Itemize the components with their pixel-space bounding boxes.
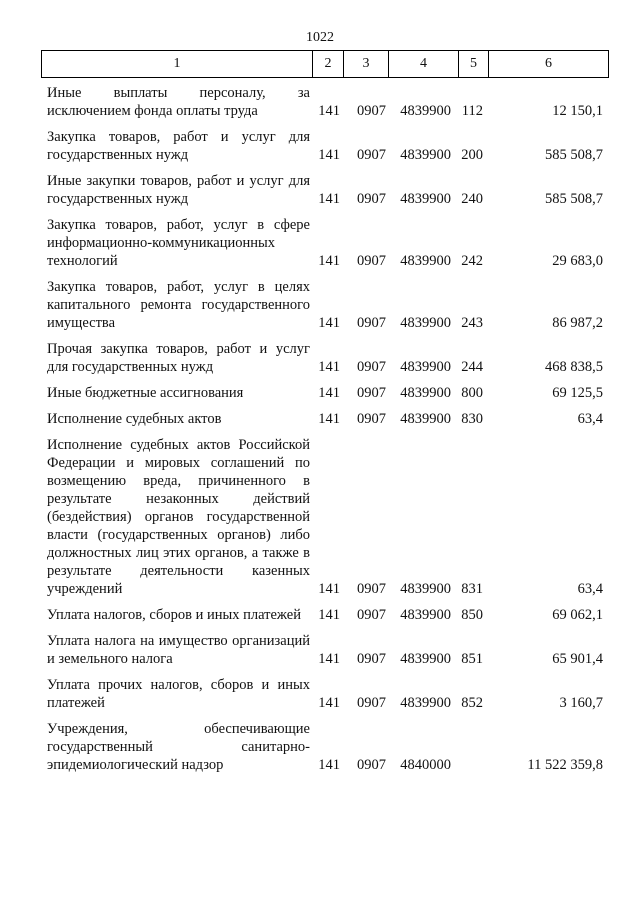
row-amount: 86 987,2: [552, 315, 603, 331]
row-amount: 3 160,7: [559, 695, 603, 711]
header-col-5: 5: [459, 51, 489, 77]
row-target-code: 4839900: [400, 385, 451, 401]
table-row: [47, 632, 603, 668]
row-description: Уплата налогов, сборов и иных платежей: [47, 607, 301, 623]
row-amount: 585 508,7: [545, 191, 603, 207]
row-description: Исполнение судебных актов: [47, 411, 222, 427]
row-description: Уплата налога на имущество организаций и земельного налога: [47, 633, 310, 667]
row-expense-type: 851: [461, 651, 483, 667]
row-section-code: 0907: [357, 103, 386, 119]
table-row: [47, 278, 603, 332]
row-ministry-code: 141: [318, 359, 340, 375]
row-target-code: 4839900: [400, 315, 451, 331]
row-section-code: 0907: [357, 757, 386, 773]
header-col-6: 6: [545, 56, 552, 71]
row-ministry-code: 141: [318, 253, 340, 269]
header-col-4: 4: [389, 51, 459, 77]
row-target-code: 4839900: [400, 411, 451, 427]
row-amount: 11 522 359,8: [527, 757, 603, 773]
row-section-code: 0907: [357, 695, 386, 711]
row-description: Учреждения, обеспечивающие государственный санитарно-эпидемиологический надзор: [47, 721, 310, 773]
table-row: [47, 676, 603, 712]
row-ministry-code: 141: [318, 607, 340, 623]
row-expense-type: 240: [461, 191, 483, 207]
row-section-code: 0907: [357, 411, 386, 427]
row-section-code: 0907: [357, 581, 386, 597]
row-target-code: 4839900: [400, 581, 451, 597]
row-ministry-code: 141: [318, 103, 340, 119]
row-section-code: 0907: [357, 147, 386, 163]
table-row: [47, 436, 603, 598]
row-target-code: 4839900: [400, 695, 451, 711]
row-description: Иные бюджетные ассигнования: [47, 385, 244, 401]
row-section-code: 0907: [357, 651, 386, 667]
row-amount: 69 125,5: [552, 385, 603, 401]
row-expense-type: 200: [461, 147, 483, 163]
table-row: [47, 84, 603, 120]
table-row: [47, 340, 603, 376]
row-ministry-code: 141: [318, 385, 340, 401]
table-row: [47, 606, 603, 624]
row-description: Закупка товаров, работ, услуг в сфере информационно-коммуникационных технологий: [47, 217, 310, 269]
row-section-code: 0907: [357, 253, 386, 269]
row-expense-type: 242: [461, 253, 483, 269]
row-description: Закупка товаров, работ и услуг для государственных нужд: [47, 129, 310, 163]
row-expense-type: 850: [461, 607, 483, 623]
row-expense-type: 830: [461, 411, 483, 427]
table-row: [47, 384, 603, 402]
row-target-code: 4839900: [400, 651, 451, 667]
row-amount: 63,4: [577, 581, 603, 597]
row-ministry-code: 141: [318, 147, 340, 163]
header-col-3: 3: [344, 51, 389, 77]
table-row: [47, 720, 603, 774]
row-amount: 468 838,5: [545, 359, 603, 375]
row-amount: 585 508,7: [545, 147, 603, 163]
table-header: [41, 50, 609, 78]
row-expense-type: 852: [461, 695, 483, 711]
row-section-code: 0907: [357, 385, 386, 401]
page-number: 1022: [306, 30, 334, 45]
row-amount: 69 062,1: [552, 607, 603, 623]
row-ministry-code: 141: [318, 757, 340, 773]
row-expense-type: 244: [461, 359, 483, 375]
row-description: Иные закупки товаров, работ и услуг для государственных нужд: [47, 173, 310, 207]
row-expense-type: 243: [461, 315, 483, 331]
row-target-code: 4839900: [400, 147, 451, 163]
row-target-code: 4839900: [400, 253, 451, 269]
row-section-code: 0907: [357, 191, 386, 207]
row-description: Уплата прочих налогов, сборов и иных платежей: [47, 677, 310, 711]
row-target-code: 4839900: [400, 359, 451, 375]
row-amount: 63,4: [577, 411, 603, 427]
row-expense-type: 831: [461, 581, 483, 597]
table-row: [47, 216, 603, 270]
row-target-code: 4839900: [400, 191, 451, 207]
row-amount: 12 150,1: [552, 103, 603, 119]
row-section-code: 0907: [357, 315, 386, 331]
row-section-code: 0907: [357, 359, 386, 375]
row-ministry-code: 141: [318, 695, 340, 711]
row-section-code: 0907: [357, 607, 386, 623]
row-description: Иные выплаты персоналу, за исключением фонда оплаты труда: [47, 85, 310, 119]
row-amount: 29 683,0: [552, 253, 603, 269]
row-target-code: 4839900: [400, 607, 451, 623]
row-description: Прочая закупка товаров, работ и услуг для государственных нужд: [47, 341, 310, 375]
row-description: Исполнение судебных актов Российской Федерации и мировых соглашений по возмещению вреда, причиненного в результате незаконных действий (бездействия) органов государственной власти (государственных органов) либо должностных лиц этих органов, а также в результате деятельности казенных учреждений: [47, 437, 310, 597]
row-ministry-code: 141: [318, 315, 340, 331]
row-expense-type: 112: [461, 103, 483, 119]
table-row: [47, 172, 603, 208]
table-row: [47, 410, 603, 428]
row-ministry-code: 141: [318, 411, 340, 427]
row-target-code: 4839900: [400, 103, 451, 119]
row-expense-type: 800: [461, 385, 483, 401]
row-target-code: 4840000: [400, 757, 451, 773]
header-col-2: 2: [313, 51, 344, 77]
row-ministry-code: 141: [318, 581, 340, 597]
table-body: [47, 84, 603, 782]
row-amount: 65 901,4: [552, 651, 603, 667]
row-ministry-code: 141: [318, 651, 340, 667]
row-ministry-code: 141: [318, 191, 340, 207]
header-col-1: 1: [42, 51, 313, 77]
row-description: Закупка товаров, работ, услуг в целях капитального ремонта государственного имущества: [47, 279, 310, 331]
table-row: [47, 128, 603, 164]
